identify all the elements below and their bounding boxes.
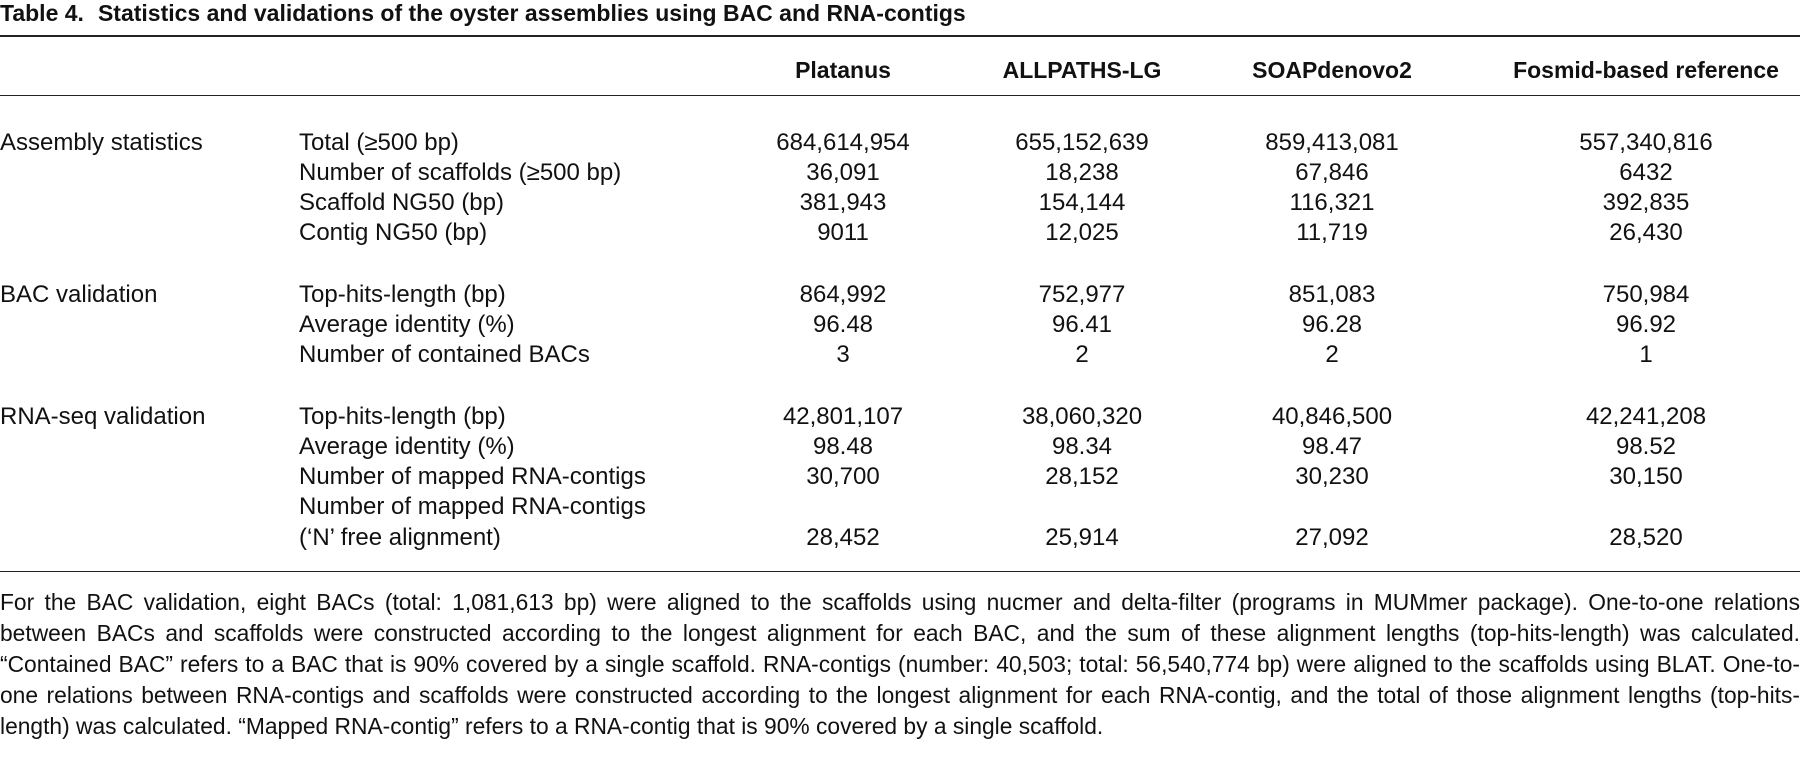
table-cell: 98.52 <box>1615 433 1677 460</box>
table-cell: 381,943 <box>799 189 887 216</box>
table-cell: 26,430 <box>1609 219 1683 246</box>
row-label: Number of mapped RNA-contigs <box>299 463 646 490</box>
table-cell: 1 <box>1639 341 1653 368</box>
column-header-soapdenovo2: SOAPdenovo2 <box>1252 57 1412 83</box>
table-cell: 30,230 <box>1295 463 1369 490</box>
row-label: Number of mapped RNA-contigs <box>299 493 646 520</box>
row-label: Contig NG50 (bp) <box>299 219 488 246</box>
table-footnote: For the BAC validation, eight BACs (total: 1,081,613 bp) were aligned to the scaffolds using nucmer and delta-filter (programs in MUMmer package). One-to-one relations between BACs and scaffolds were constructed according to the longest alignment for each BAC, and the sum of these alignment lengths (top-hits-length) was calculated. “Contained BAC” refers to a BAC that is 90% covered by a single scaffold. RNA-contigs (number: 40,503; total: 56,540,774 bp) were aligned to the scaffolds using BLAT. One-to-one relations between RNA-contigs and scaffolds were constructed according to the longest alignment for each RNA-contig, and the total of those alignment lengths (top-hits-length) was calculated. “Mapped RNA-contig” refers to a RNA-contig that is 90% covered by a single scaffold. <box>0 589 1800 739</box>
column-header-fosmid-reference: Fosmid-based reference <box>1513 57 1779 83</box>
table-cell: 27,092 <box>1295 524 1369 551</box>
table-row <box>0 432 1800 462</box>
table-cell: 752,977 <box>1038 281 1126 308</box>
row-label: Scaffold NG50 (bp) <box>299 189 504 216</box>
table-cell: 28,152 <box>1045 463 1119 490</box>
table-row <box>0 218 1800 248</box>
table-row <box>0 310 1800 340</box>
table-cell: 116,321 <box>1289 189 1375 216</box>
table-cell: 11,719 <box>1296 219 1368 246</box>
table-cell: 12,025 <box>1045 219 1119 246</box>
table-cell: 38,060,320 <box>1021 403 1143 430</box>
table-cell: 40,846,500 <box>1271 403 1393 430</box>
table-cell: 67,846 <box>1295 159 1369 186</box>
table-cell: 750,984 <box>1602 281 1690 308</box>
row-label: Number of scaffolds (≥500 bp) <box>299 159 622 186</box>
row-label: Average identity (%) <box>299 433 515 460</box>
row-label: Number of contained BACs <box>299 341 590 368</box>
table-cell: 3 <box>836 341 850 368</box>
table-cell: 9011 <box>817 219 869 246</box>
row-group-label: Assembly statistics <box>0 129 203 156</box>
table-cell: 98.34 <box>1051 433 1113 460</box>
table-cell: 30,150 <box>1609 463 1683 490</box>
table-cell: 42,241,208 <box>1585 403 1707 430</box>
table-title: Statistics and validations of the oyster assemblies using BAC and RNA-contigs <box>97 0 966 26</box>
row-label: Top-hits-length (bp) <box>299 403 506 430</box>
table-cell: 859,413,081 <box>1265 129 1399 156</box>
table-cell: 98.48 <box>812 433 874 460</box>
table-cell: 18,238 <box>1045 159 1119 186</box>
table-cell: 36,091 <box>806 159 880 186</box>
table-cell: 154,144 <box>1038 189 1126 216</box>
table-row <box>0 188 1800 218</box>
header-rule <box>0 95 1800 96</box>
row-label-continuation: (‘N’ free alignment) <box>299 524 501 551</box>
table-row <box>0 340 1800 370</box>
table-row <box>0 523 1800 553</box>
table-cell: 98.47 <box>1301 433 1363 460</box>
table-cell: 2 <box>1325 341 1339 368</box>
column-header-allpaths-lg: ALLPATHS-LG <box>1002 57 1162 83</box>
table-cell: 30,700 <box>806 463 880 490</box>
table-number: Table 4. <box>0 0 84 26</box>
table-row <box>0 158 1800 188</box>
table-cell: 42,801,107 <box>782 403 904 430</box>
table-cell: 28,520 <box>1609 524 1683 551</box>
table-cell: 392,835 <box>1602 189 1690 216</box>
top-rule <box>0 35 1800 37</box>
table-row <box>0 280 1800 310</box>
table-row <box>0 492 1800 522</box>
row-label: Top-hits-length (bp) <box>299 281 506 308</box>
row-label: Total (≥500 bp) <box>299 129 459 156</box>
table-cell: 2 <box>1075 341 1089 368</box>
table-row <box>0 462 1800 492</box>
row-group-label: BAC validation <box>0 281 158 308</box>
table-cell: 655,152,639 <box>1015 129 1149 156</box>
table-row <box>0 128 1800 158</box>
table-caption <box>0 0 966 26</box>
row-label: Average identity (%) <box>299 311 515 338</box>
table-cell: 96.48 <box>812 311 874 338</box>
table-row <box>0 402 1800 432</box>
column-header-platanus: Platanus <box>795 57 891 83</box>
table-cell: 864,992 <box>799 281 887 308</box>
table-cell: 25,914 <box>1045 524 1119 551</box>
table-cell: 684,614,954 <box>776 129 910 156</box>
table-cell: 6432 <box>1619 159 1673 186</box>
table-cell: 96.41 <box>1051 311 1113 338</box>
row-group-label: RNA-seq validation <box>0 403 206 430</box>
table-cell: 557,340,816 <box>1579 129 1713 156</box>
table-cell: 851,083 <box>1288 281 1376 308</box>
table-cell: 28,452 <box>806 524 880 551</box>
table-cell: 96.28 <box>1301 311 1363 338</box>
bottom-rule <box>0 571 1800 572</box>
table-cell: 96.92 <box>1615 311 1677 338</box>
